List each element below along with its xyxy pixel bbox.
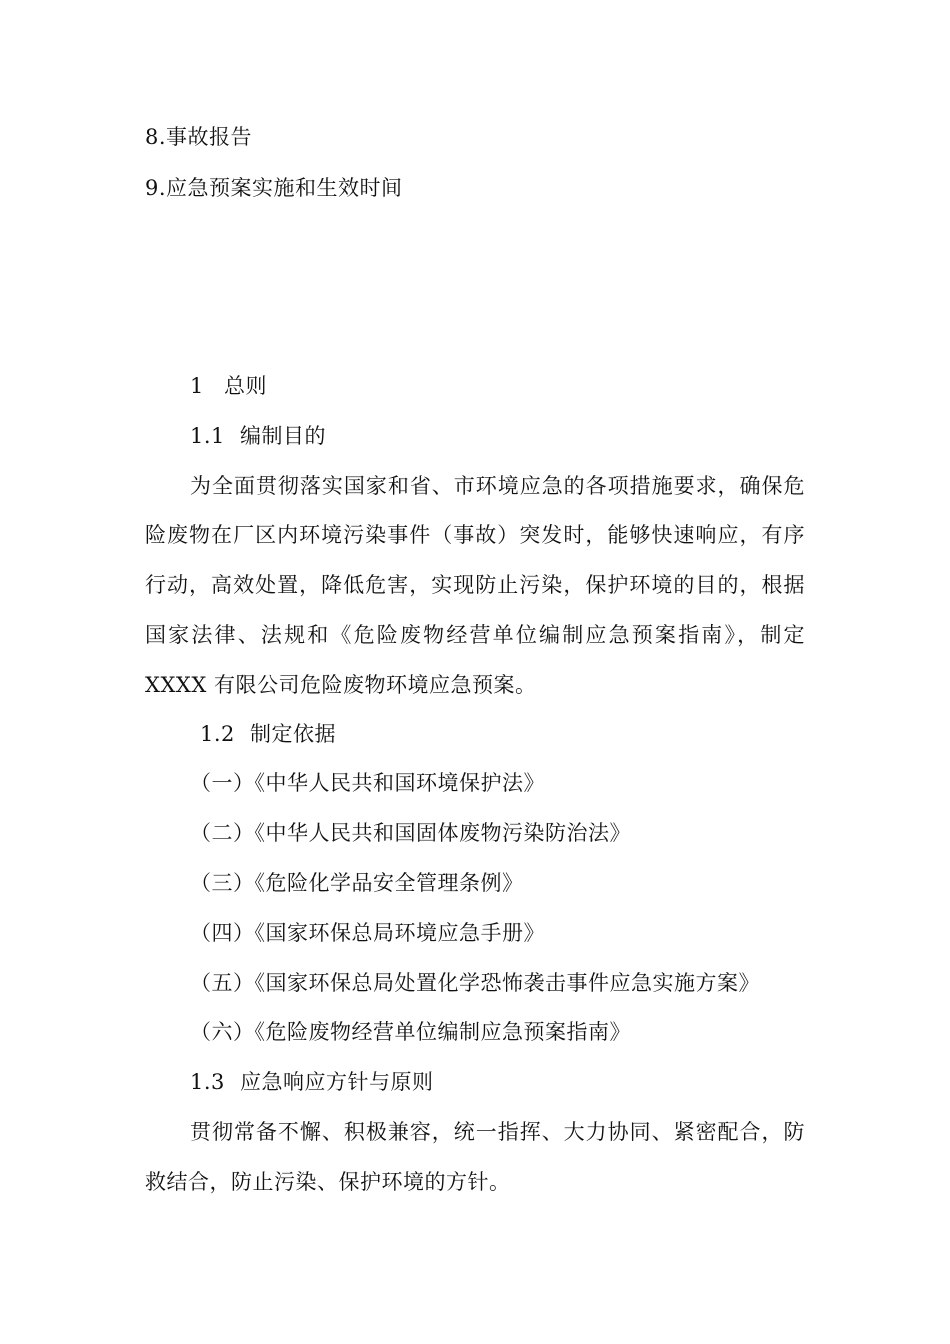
basis-item-4: （四）《国家环保总局环境应急手册》	[190, 921, 545, 945]
section-1-1-heading	[190, 422, 326, 450]
section-1-1-title: 编制目的	[240, 424, 326, 448]
basis-item-2: （二）《中华人民共和国固体废物污染防治法》	[190, 821, 631, 845]
toc-item-8: 8.事故报告	[145, 125, 253, 149]
toc-item-9: 9.应急预案实施和生效时间	[145, 176, 403, 200]
basis-item-5: （五）《国家环保总局处置化学恐怖袭击事件应急实施方案》	[190, 971, 760, 995]
basis-item-1: （一）《中华人民共和国环境保护法》	[190, 771, 545, 795]
section-1-3-paragraph-line-1: 贯彻常备不懈、积极兼容，统一指挥、大力协同、紧密配合，防	[190, 1120, 805, 1144]
section-1-3-title: 应急响应方针与原则	[240, 1070, 434, 1094]
section-1-heading	[190, 372, 267, 400]
section-1-2-title: 制定依据	[250, 722, 336, 746]
basis-item-6: （六）《危险废物经营单位编制应急预案指南》	[190, 1020, 631, 1044]
section-1-3-paragraph-line-2: 救结合，防止污染、保护环境的方针。	[145, 1170, 511, 1194]
section-1-1-paragraph-line-2: 险废物在厂区内环境污染事件（事故）突发时，能够快速响应，有序	[145, 523, 805, 547]
section-1-1-paragraph-line-4: 国家法律、法规和《危险废物经营单位编制应急预案指南》，制定	[145, 623, 805, 647]
section-1-number: 1	[190, 374, 204, 398]
section-1-1-paragraph-line-3: 行动，高效处置，降低危害，实现防止污染，保护环境的目的，根据	[145, 573, 805, 597]
section-1-title: 总则	[224, 374, 267, 398]
section-1-2-heading	[200, 720, 336, 748]
section-1-1-number: 1.1	[190, 424, 225, 448]
section-1-3-number: 1.3	[190, 1070, 225, 1094]
section-1-2-number: 1.2	[200, 722, 235, 746]
section-1-1-paragraph-line-5: XXXX 有限公司危险废物环境应急预案。	[145, 673, 537, 697]
section-1-1-paragraph-line-1: 为全面贯彻落实国家和省、市环境应急的各项措施要求，确保危	[190, 474, 805, 498]
basis-item-3: （三）《危险化学品安全管理条例》	[190, 871, 524, 895]
section-1-3-heading	[190, 1068, 434, 1096]
